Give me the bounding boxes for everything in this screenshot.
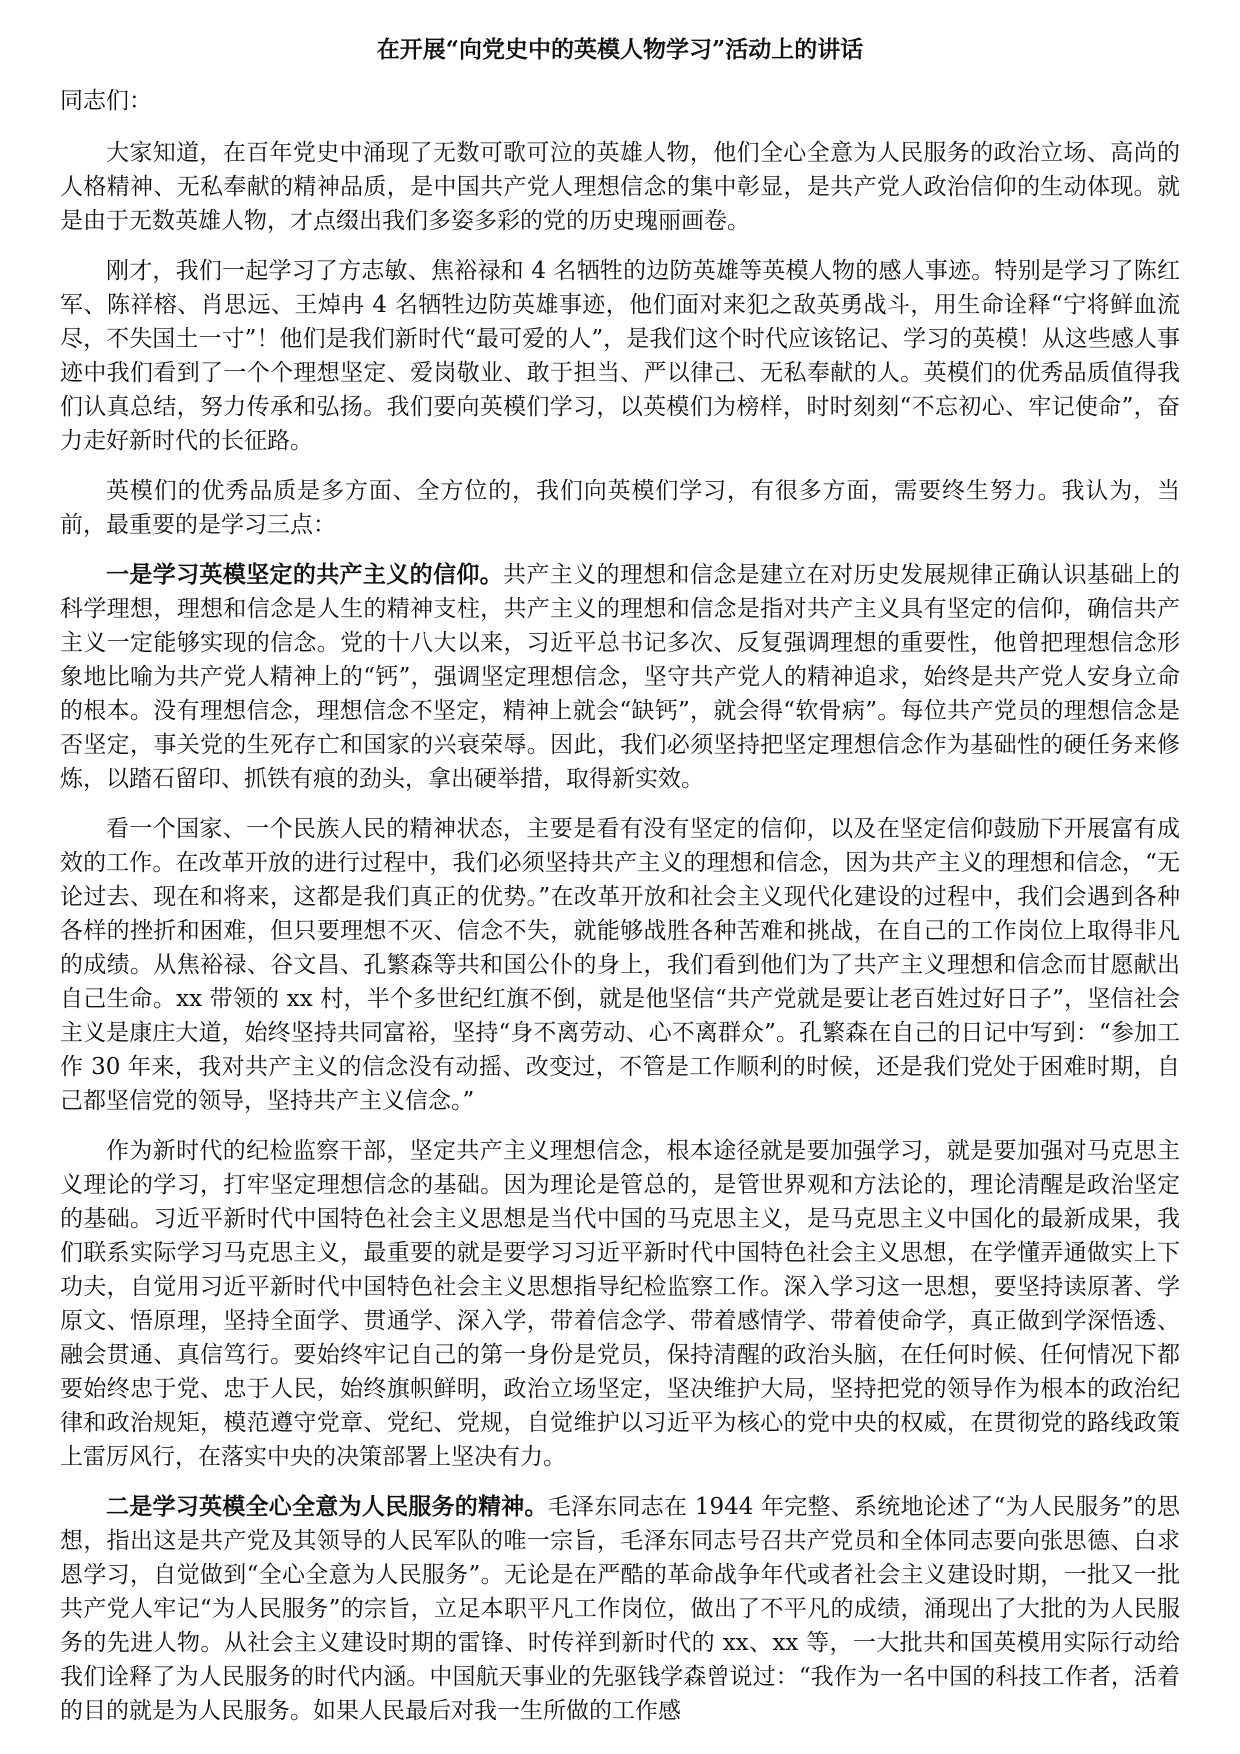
paragraph-text: 看一个国家、一个民族人民的精神状态，主要是看有没有坚定的信仰，以及在坚定信仰鼓励下开展富有成效的工作。在改革开放的进行过程中，我们必须坚持共产主义的理想和信念，因为共产主义的理想和信念，“无论过去、现在和将来，这都是我们真正的优势。”在改革开放和社会主义现代化建设的过程中，我们会遇到各种各样的挫折和困难，但只要理想不灭、信念不失，就能够战胜各种苦难和挑战，在自己的工作岗位上取得非凡的成绩。从焦裕禄、谷文昌、孔繁森等共和国公仆的身上，我们看到他们为了共产主义理想和信念而甘愿献出自己生命。xx 带领的 xx 村，半个多世纪红旗不倒，就是他坚信“共产党就是要让老百姓过好日子”，坚信社会主义是康庄大道，始终坚持共同富裕，坚持“身不离劳动、心不离群众”。孔繁森在自己的日记中写到：“参加工作 30 年来，我对共产主义的信念没有动摇、改变过，不管是工作顺利的时候，还是我们党处于困难时期，自己都坚信党的领导，坚持共产主义信念。”: [60, 816, 1180, 1114]
paragraph: [60, 558, 1180, 796]
paragraph: [60, 812, 1180, 1118]
paragraph-text: 共产主义的理想和信念是建立在对历史发展规律正确认识基础上的科学理想，理想和信念是人生的精神支柱，共产主义的理想和信念是指对共产主义具有坚定的信仰，确信共产主义一定能够实现的信念。党的十八大以来，习近平总书记多次、反复强调理想的重要性，他曾把理想信念形象地比喻为共产党人精神上的“钙”，强调坚定理想信念，坚守共产党人的精神追求，始终是共产党人安身立命的根本。没有理想信念，理想信念不坚定，精神上就会“缺钙”，就会得“软骨病”。每位共产党员的理想信念是否坚定，事关党的生死存亡和国家的兴衰荣辱。因此，我们必须坚持把坚定理想信念作为基础性的硬任务来修炼，以踏石留印、抓铁有痕的劲头，拿出硬举措，取得新实效。: [60, 562, 1181, 792]
paragraph-lead: 一是学习英模坚定的共产主义的信仰。: [106, 561, 504, 588]
paragraph: [60, 136, 1180, 238]
document-body: [60, 136, 1180, 1728]
paragraph-text: 英模们的优秀品质是多方面、全方位的，我们向英模们学习，有很多方面，需要终生努力。我认为，当前，最重要的是学习三点：: [60, 478, 1180, 538]
paragraph: [60, 1134, 1180, 1474]
paragraph-text: 作为新时代的纪检监察干部，坚定共产主义理想信念，根本途径就是要加强学习，就是要加强对马克思主义理论的学习，打牢坚定理想信念的基础。因为理论是管总的，是管世界观和方法论的，理论清醒是政治坚定的基础。习近平新时代中国特色社会主义思想是当代中国的马克思主义，是马克思主义中国化的最新成果，我们联系实际学习马克思主义，最重要的就是要学习习近平新时代中国特色社会主义思想，在学懂弄通做实上下功夫，自觉用习近平新时代中国特色社会主义思想指导纪检监察工作。深入学习这一思想，要坚持读原著、学原文、悟原理，坚持全面学、贯通学、深入学，带着信念学、带着感情学、带着使命学，真正做到学深悟透、融会贯通、真信笃行。要始终牢记自己的第一身份是党员，保持清醒的政治头脑，在任何时候、任何情况下都要始终忠于党、忠于人民，始终旗帜鲜明，政治立场坚定，坚决维护大局，坚持把党的领导作为根本的政治纪律和政治规矩，模范遵守党章、党纪、党规，自觉维护以习近平为核心的党中央的权威，在贯彻党的路线政策上雷厉风行，在落实中央的决策部署上坚决有力。: [60, 1138, 1180, 1470]
paragraph-lead: 二是学习英模全心全意为人民服务的精神。: [106, 1493, 548, 1520]
paragraph-text: 毛泽东同志在 1944 年完整、系统地论述了“为人民服务”的思想，指出这是共产党及其领导的人民军队的唯一宗旨，毛泽东同志号召共产党员和全体同志要向张思德、白求恩学习，自觉做到“全心全意为人民服务”。无论是在严酷的革命战争年代或者社会主义建设时期，一批又一批共产党人牢记“为人民服务”的宗旨，立足本职平凡工作岗位，做出了不平凡的成绩，涌现出了大批的为人民服务的先进人物。从社会主义建设时期的雷锋、时传祥到新时代的 xx、xx 等，一大批共和国英模用实际行动给我们诠释了为人民服务的时代内涵。中国航天事业的先驱钱学森曾说过：“我作为一名中国的科技工作者，活着的目的就是为人民服务。如果人民最后对我一生所做的工作感: [60, 1494, 1181, 1724]
paragraph: [60, 474, 1180, 542]
paragraph: [60, 254, 1180, 458]
document-title: 在开展“向党史中的英模人物学习”活动上的讲话: [376, 36, 864, 63]
paragraph-text: 大家知道，在百年党史中涌现了无数可歌可泣的英雄人物，他们全心全意为人民服务的政治立场、高尚的人格精神、无私奉献的精神品质，是中国共产党人理想信念的集中彰显，是共产党人政治信仰的生动体现。就是由于无数英雄人物，才点缀出我们多姿多彩的党的历史瑰丽画卷。: [60, 140, 1180, 234]
paragraph-text: 刚才，我们一起学习了方志敏、焦裕禄和 4 名牺牲的边防英雄等英模人物的感人事迹。特别是学习了陈红军、陈祥榕、肖思远、王焯冉 4 名牺牲边防英雄事迹，他们面对来犯之敌英勇战斗，用生命诠释“宁将鲜血流尽，不失国土一寸”！他们是我们新时代“最可爱的人”，是我们这个时代应该铭记、学习的英模！从这些感人事迹中我们看到了一个个理想坚定、爱岗敬业、敢于担当、严以律己、无私奉献的人。英模们的优秀品质值得我们认真总结，努力传承和弘扬。我们要向英模们学习，以英模们为榜样，时时刻刻“不忘初心、牢记使命”，奋力走好新时代的长征路。: [60, 258, 1180, 454]
salutation: 同志们：: [60, 88, 152, 114]
paragraph: [60, 1490, 1180, 1728]
